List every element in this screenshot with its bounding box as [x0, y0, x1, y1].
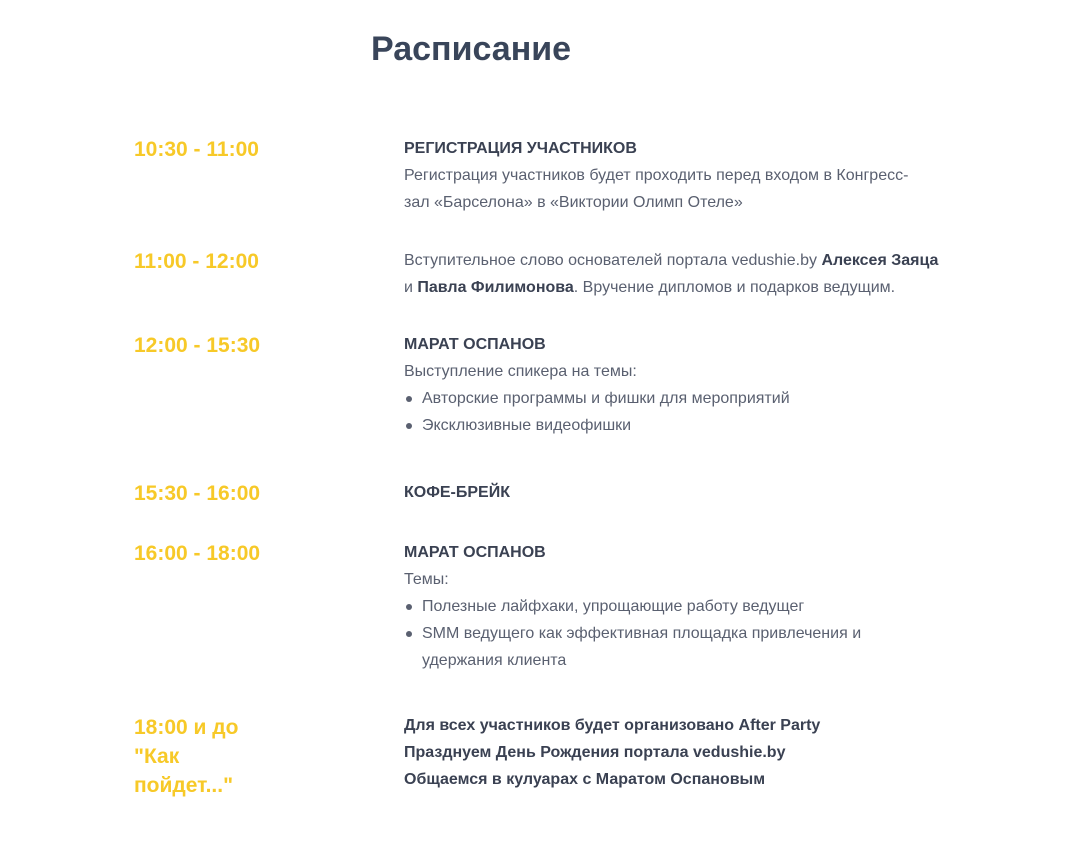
bullet-icon [406, 604, 412, 610]
time-slot-line: 18:00 и до [134, 716, 239, 739]
event-heading: МАРАТ ОСПАНОВ [404, 544, 546, 561]
event-content [404, 479, 1004, 506]
topic-text: удержания клиента [422, 652, 567, 669]
event-content [404, 539, 1004, 674]
event-intro: Темы: [404, 571, 449, 588]
time-slot-line: "Как [134, 745, 180, 768]
event-heading: КОФЕ-БРЕЙК [404, 484, 510, 501]
founder-name: Алексея Заяца [821, 252, 939, 269]
event-description-text: . Вручение дипломов и подарков ведущим. [573, 279, 896, 296]
event-line: Общаемся в кулуарах с Маратом Оспановым [404, 771, 766, 788]
event-description-text: Вступительное слово основателей портала vedushie.by [404, 252, 822, 269]
event-description-text: и [404, 279, 418, 296]
event-content [404, 712, 1004, 793]
topic-list [404, 593, 1004, 674]
event-description-line: Регистрация участников будет проходить перед входом в Конгресс- [404, 167, 909, 184]
event-intro: Выступление спикера на темы: [404, 363, 637, 380]
event-line: Празднуем День Рождения портала vedushie.by [404, 744, 786, 761]
bullet-icon [406, 423, 412, 429]
time-slot: 11:00 - 12:00 [134, 250, 259, 273]
time-slot: 15:30 - 16:00 [134, 482, 261, 505]
event-content [404, 331, 1004, 439]
topic-text: Авторские программы и фишки для мероприятий [422, 390, 790, 407]
topic-list [404, 385, 1004, 439]
topic-text: Эксклюзивные видеофишки [422, 417, 632, 434]
list-item [404, 593, 1004, 620]
bullet-icon [406, 631, 412, 637]
topic-text: SMM ведущего как эффективная площадка привлечения и [422, 625, 862, 642]
list-item [404, 385, 1004, 412]
time-slot: 12:00 - 15:30 [134, 334, 261, 357]
time-slot-line: пойдет..." [134, 774, 234, 797]
event-heading: МАРАТ ОСПАНОВ [404, 336, 546, 353]
event-content [404, 247, 1004, 301]
event-heading: РЕГИСТРАЦИЯ УЧАСТНИКОВ [404, 140, 637, 157]
time-slot: 16:00 - 18:00 [134, 542, 261, 565]
list-item [404, 620, 1004, 674]
topic-text: Полезные лайфхаки, упрощающие работу ведущег [422, 598, 805, 615]
event-line: Для всех участников будет организовано After Party [404, 717, 821, 734]
time-slot [134, 713, 374, 800]
founder-name: Павла Филимонова [417, 279, 574, 296]
event-description-line: зал «Барселона» в «Виктории Олимп Отеле» [404, 194, 743, 211]
bullet-icon [406, 396, 412, 402]
list-item [404, 412, 1004, 439]
event-content [404, 135, 1004, 216]
page-title: Расписание [371, 30, 572, 68]
time-slot: 10:30 - 11:00 [134, 138, 259, 161]
